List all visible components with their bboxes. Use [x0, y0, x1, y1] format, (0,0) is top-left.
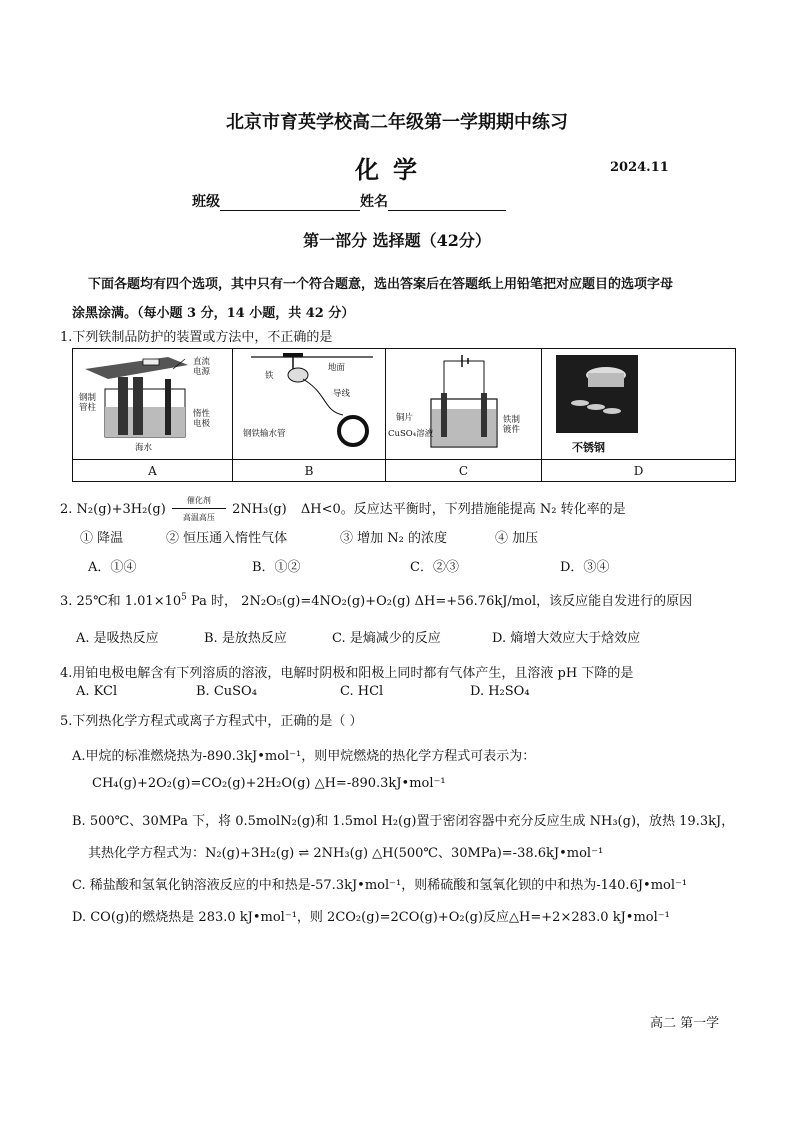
- pot-picture: [556, 355, 638, 433]
- stainless-steel-photo: [556, 355, 638, 433]
- q2-catalyst: 催化剂: [186, 495, 211, 505]
- q3-option-a[interactable]: A. 是吸热反应: [76, 631, 159, 646]
- label-stainless: 不锈钢: [572, 441, 605, 454]
- q3-stem-a: 3. 25℃和 1.01×10: [60, 594, 182, 609]
- q1-stem: 1.下列铁制品防护的装置或方法中，不正确的是: [60, 330, 333, 345]
- page-footer: 高二 第一学: [650, 1016, 720, 1031]
- label-iron-part: 铁制: [503, 415, 521, 425]
- label-copper: 铜片: [396, 413, 414, 423]
- q4-stem: 4.用铂电极电解含有下列溶质的溶液，电解时阴极和阳极上同时都有气体产生，且溶液 pH 下降的是: [60, 666, 634, 681]
- part-title: 第一部分 选择题（42分）: [303, 231, 491, 250]
- label-pipe: 管柱: [79, 403, 97, 413]
- subject-title: 化学: [355, 155, 431, 184]
- q2-measure-2: ② 恒压通入惰性气体: [166, 531, 288, 546]
- label-inert: 惰性: [193, 409, 211, 419]
- q2-measure-3: ③ 增加 N₂ 的浓度: [340, 531, 447, 546]
- q2-measure-4: ④ 加压: [495, 531, 539, 546]
- q3-option-d[interactable]: D. 熵增大效应大于焓效应: [492, 631, 641, 646]
- q5-option-c[interactable]: C. 稀盐酸和氢氧化钠溶液反应的中和热是-57.3kJ•mol⁻¹，则稀硫酸和氢氧化钡的中和热为-140.6J•mol⁻¹: [72, 878, 688, 893]
- q1-label-b: B: [233, 459, 386, 481]
- electroplating-diagram: [386, 349, 541, 457]
- q5-option-a-line2: CH₄(g)+2O₂(g)=CO₂(g)+2H₂O(g) △H=-890.3kJ•mol⁻¹: [92, 776, 446, 791]
- name-label: 姓名: [360, 194, 388, 210]
- class-label: 班级: [192, 194, 220, 210]
- q3-option-c[interactable]: C. 是熵减少的反应: [332, 631, 441, 646]
- label-electrode: 电极: [193, 419, 211, 429]
- q1-figure-table: [72, 348, 736, 482]
- q2-stem: [60, 495, 626, 522]
- q2-reaction-arrow: [170, 495, 228, 522]
- q3-option-b[interactable]: B. 是放热反应: [204, 631, 287, 646]
- q2-number: 2.: [60, 502, 73, 517]
- q3-exponent: 5: [181, 592, 187, 603]
- q1-fig-d: [542, 349, 735, 459]
- label-plated-part: 镀件: [503, 425, 521, 435]
- q2-question: ΔH<0。反应达平衡时，下列措施能提高 N₂ 转化率的是: [300, 502, 626, 517]
- exam-date: 2024.11: [610, 160, 669, 175]
- q1-label-a: A: [73, 459, 233, 481]
- q2-measure-1: ① 降温: [80, 531, 124, 546]
- name-blank[interactable]: [388, 196, 506, 211]
- label-power2: 电源: [193, 367, 211, 377]
- label-power: 直流: [193, 357, 211, 367]
- q5-option-a-line1[interactable]: A.甲烷的标准燃烧热为-890.3kJ•mol⁻¹，则甲烷燃烧的热化学方程式可表示为：: [72, 749, 536, 764]
- instructions-line1: 下面各题均有四个选项，其中只有一个符合题意，选出答案后在答题纸上用铅笔把对应题目的选项字母: [88, 277, 674, 292]
- q3-stem-b: Pa 时， 2N₂O₅(g)=4NO₂(g)+O₂(g) ΔH=+56.76kJ/mol，该反应能自发进行的原因: [186, 594, 693, 609]
- q3-stem: [60, 590, 692, 609]
- q1-fig-c: [386, 349, 542, 459]
- q1-fig-b: [233, 349, 386, 459]
- q4-option-d[interactable]: D. H₂SO₄: [470, 684, 530, 699]
- q2-option-d[interactable]: D．③④: [560, 560, 610, 575]
- label-wire: 导线: [333, 389, 351, 399]
- sacrificial-anode-diagram: [233, 349, 385, 457]
- label-seawater: 海水: [135, 443, 153, 453]
- q2-reactants: N₂(g)+3H₂(g): [76, 502, 166, 517]
- q2-product: 2NH₃(g): [232, 502, 287, 517]
- q1-label-d: D: [542, 459, 735, 481]
- q4-option-a[interactable]: A. KCl: [76, 684, 118, 699]
- label-iron: 铁: [265, 371, 274, 381]
- label-water-pipe: 钢铁输水管: [243, 429, 286, 439]
- q1-fig-a: [73, 349, 233, 459]
- instructions-line2: 涂黑涂满。（每小题 3 分，14 小题，共 42 分）: [72, 306, 355, 321]
- q2-option-c[interactable]: C．②③: [410, 560, 459, 575]
- class-name-line: [192, 191, 506, 211]
- q4-option-b[interactable]: B. CuSO₄: [196, 684, 257, 699]
- label-ground: 地面: [328, 363, 346, 373]
- q2-option-b[interactable]: B．①②: [252, 560, 301, 575]
- exam-title: 北京市育英学校高二年级第一学期期中练习: [226, 112, 568, 133]
- label-steel: 钢制: [79, 393, 97, 403]
- q5-option-d[interactable]: D. CO(g)的燃烧热是 283.0 kJ•mol⁻¹，则 2CO₂(g)=2CO(g)+O₂(g)反应△H=+2×283.0 kJ•mol⁻¹: [72, 910, 670, 925]
- q5-option-b-line2: 其热化学方程式为：N₂(g)+3H₂(g) ⇌ 2NH₃(g) △H(500℃、30MPa)=-38.6kJ•mol⁻¹: [88, 846, 604, 861]
- q1-label-c: C: [386, 459, 542, 481]
- q4-option-c[interactable]: C. HCl: [340, 684, 384, 699]
- q5-stem: 5.下列热化学方程式或离子方程式中，正确的是（ ）: [60, 714, 363, 729]
- label-cuso4: CuSO₄溶液: [388, 429, 434, 439]
- q2-option-a[interactable]: A．①④: [88, 560, 137, 575]
- class-blank[interactable]: [220, 196, 360, 211]
- q5-option-b-line1[interactable]: B. 500℃、30MPa 下，将 0.5molN₂(g)和 1.5mol H₂(g)置于密闭容器中充分反应生成 NH₃(g)，放热 19.3kJ，: [72, 814, 735, 829]
- q2-condition: 高温高压: [182, 512, 215, 522]
